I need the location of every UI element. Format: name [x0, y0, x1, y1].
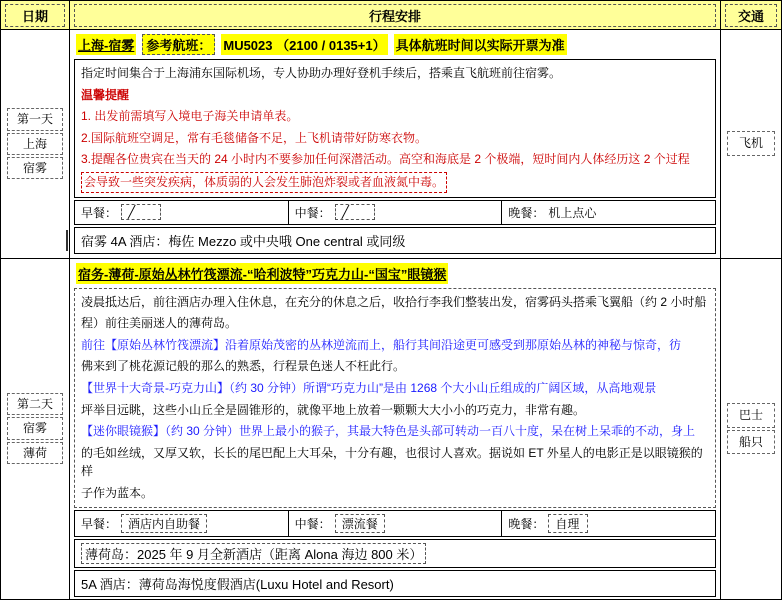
day-2-lunch: [289, 510, 503, 537]
day-2-description: [74, 288, 716, 508]
day-2-para-2: 程）前往美丽迷人的薄荷岛。: [81, 316, 238, 331]
day-2-row: [1, 258, 782, 599]
day-1-hotel-text: 宿雾 4A 酒店：梅佐 Mezzo 或中央哦 One central 或同级: [81, 233, 406, 249]
day-2-transport-cell: [721, 258, 782, 599]
day-2-date-line-1: 第二天: [7, 393, 63, 415]
day-2-itinerary-cell: [70, 258, 721, 599]
day-2-date-cell: [1, 258, 70, 599]
day-2-para-4: 佛来到了桃花源记般的那么的熟悉，行程景色迷人不枉此行。: [81, 359, 406, 374]
day-1-hotel-marker: [66, 230, 68, 251]
day-2-title: [70, 259, 720, 286]
day-1-lunch: [289, 200, 503, 225]
day-1-meals: [74, 200, 716, 225]
day-2-breakfast: [74, 510, 289, 537]
day-2-para-6: 坪举目远眺，这些小山丘全是圆锥形的，就像平地上放着一颗颗大大小小的巧克力，非常有趣。: [81, 402, 586, 417]
day-1-transport-cell: [721, 30, 782, 259]
day-2-lunch-label: 中餐：: [294, 516, 331, 531]
day-2-hotel: [74, 539, 716, 568]
day-2-date-line-2: 宿雾: [7, 417, 63, 439]
day-1-warning-title: 温馨提醒: [81, 87, 130, 102]
day-1-breakfast-value: ╱: [121, 204, 161, 220]
day-2-breakfast-value: 酒店内自助餐: [121, 514, 207, 533]
day-1-warning-3: 3.提醒各位贵宾在当天的 24 小时内不要参加任何深潜活动。高空和海底是 2 个极端，短时间内人体经历这 2 个过程: [81, 152, 690, 167]
day-1-row: [1, 30, 782, 259]
header-transport-label: 交通: [725, 4, 777, 27]
day-1-warning-2: 2.国际航班空调足，常有毛毯储备不足，上飞机请带好防寒衣物。: [81, 130, 428, 145]
day-1-lunch-value: ╱: [335, 204, 375, 220]
day-2-transport-1: 巴士: [727, 403, 775, 428]
day-1-breakfast-label: 早餐：: [81, 205, 118, 220]
day-2-para-7: 【迷你眼镜猴】（约 30 分钟）世界上最小的猴子，其最大特色是头部可转动一百八十度，呆在树上呆乖的不动，身上: [81, 424, 696, 439]
day-1-date-line-1: 第一天: [7, 108, 63, 130]
day-2-lunch-value: 漂流餐: [335, 514, 385, 533]
header-itinerary-label: 行程安排: [74, 4, 716, 27]
day-1-route: 上海-宿雾: [76, 34, 136, 55]
table-header-row: [1, 1, 782, 30]
day-2-date-line-3: 薄荷: [7, 442, 63, 464]
day-1-flight-number: MU5023 （2100 / 0135+1）: [221, 34, 387, 55]
day-2-para-9: 子作为蓝本。: [81, 485, 154, 500]
header-itinerary-cell: [70, 1, 721, 30]
day-1-itinerary-cell: [70, 30, 721, 259]
header-date-label: 日期: [5, 4, 65, 27]
header-transport-cell: [721, 1, 782, 30]
day-1-title: [70, 30, 720, 57]
day-2-para-5: 【世界十大奇景-巧克力山】（约 30 分钟）所谓“巧克力山”是由 1268 个大小山丘组成的广阔区域，从高地观景: [81, 380, 657, 395]
day-1-dinner: [502, 200, 716, 225]
day-2-dinner-label: 晚餐：: [508, 516, 545, 531]
day-1-date-line-2: 上海: [7, 133, 63, 155]
day-1-para-1: 指定时间集合于上海浦东国际机场，专人协助办理好登机手续后，搭乘直飞航班前往宿雾。: [81, 66, 562, 80]
day-1-flight-label: 参考航班：: [142, 34, 215, 55]
day-2-para-1: 凌晨抵达后，前往酒店办理入住休息，在充分的休息之后，收拾行李我们整装出发，宿雾码头搭乘飞翼船（约 2 小时船: [81, 294, 707, 309]
day-2-para-8: 的毛如丝绒，又厚又软，长长的尾巴配上大耳朵，十分有趣，也很讨人喜欢。据说如 ET 外星人的电影正是以眼镜猴的样: [81, 445, 703, 479]
day-1-hotel: [74, 227, 716, 254]
day-1-description: [74, 59, 716, 198]
day-1-dinner-label: 晚餐：: [508, 205, 545, 220]
day-2-transport-2: 船只: [727, 430, 775, 455]
day-2-dinner: [502, 510, 716, 537]
day-1-flight-note: 具体航班时间以实际开票为准: [394, 34, 567, 55]
day-2-meals: [74, 510, 716, 537]
day-2-route: 宿务-薄荷-原始丛林竹筏漂流-“哈利波特”巧克力山-“国宝”眼镜猴: [76, 263, 448, 284]
day-2-hotel-line-1: 薄荷岛：2025 年 9 月全新酒店（距离 Alona 海边 800 米）: [81, 543, 426, 564]
header-date-cell: [1, 1, 70, 30]
day-2-dinner-value: 自理: [548, 514, 588, 533]
day-1-warning-4: 会导致一些突发疾病，体质弱的人会发生肺泡炸裂或者血液氮中毒。: [81, 172, 447, 193]
day-1-dinner-value: 机上点心: [548, 205, 597, 220]
day-1-breakfast: [74, 200, 289, 225]
day-2-breakfast-label: 早餐：: [81, 516, 118, 531]
day-1-warning-1: 1. 出发前需填写入境电子海关申请单表。: [81, 109, 299, 124]
day-1-date-cell: [1, 30, 70, 259]
day-1-lunch-label: 中餐：: [294, 205, 331, 220]
day-1-date-line-3: 宿雾: [7, 157, 63, 179]
day-2-hotel-secondary: [74, 570, 716, 597]
day-2-hotel-line-2: 5A 酒店：薄荷岛海悦度假酒店(Luxu Hotel and Resort): [81, 576, 394, 592]
day-1-transport-1: 飞机: [727, 131, 775, 156]
day-2-para-3: 前往【原始丛林竹筏漂流】沿着原始茂密的丛林逆流而上，船行其间沿途更可感受到那原始丛林的神秘与惊奇，彷: [81, 337, 682, 352]
